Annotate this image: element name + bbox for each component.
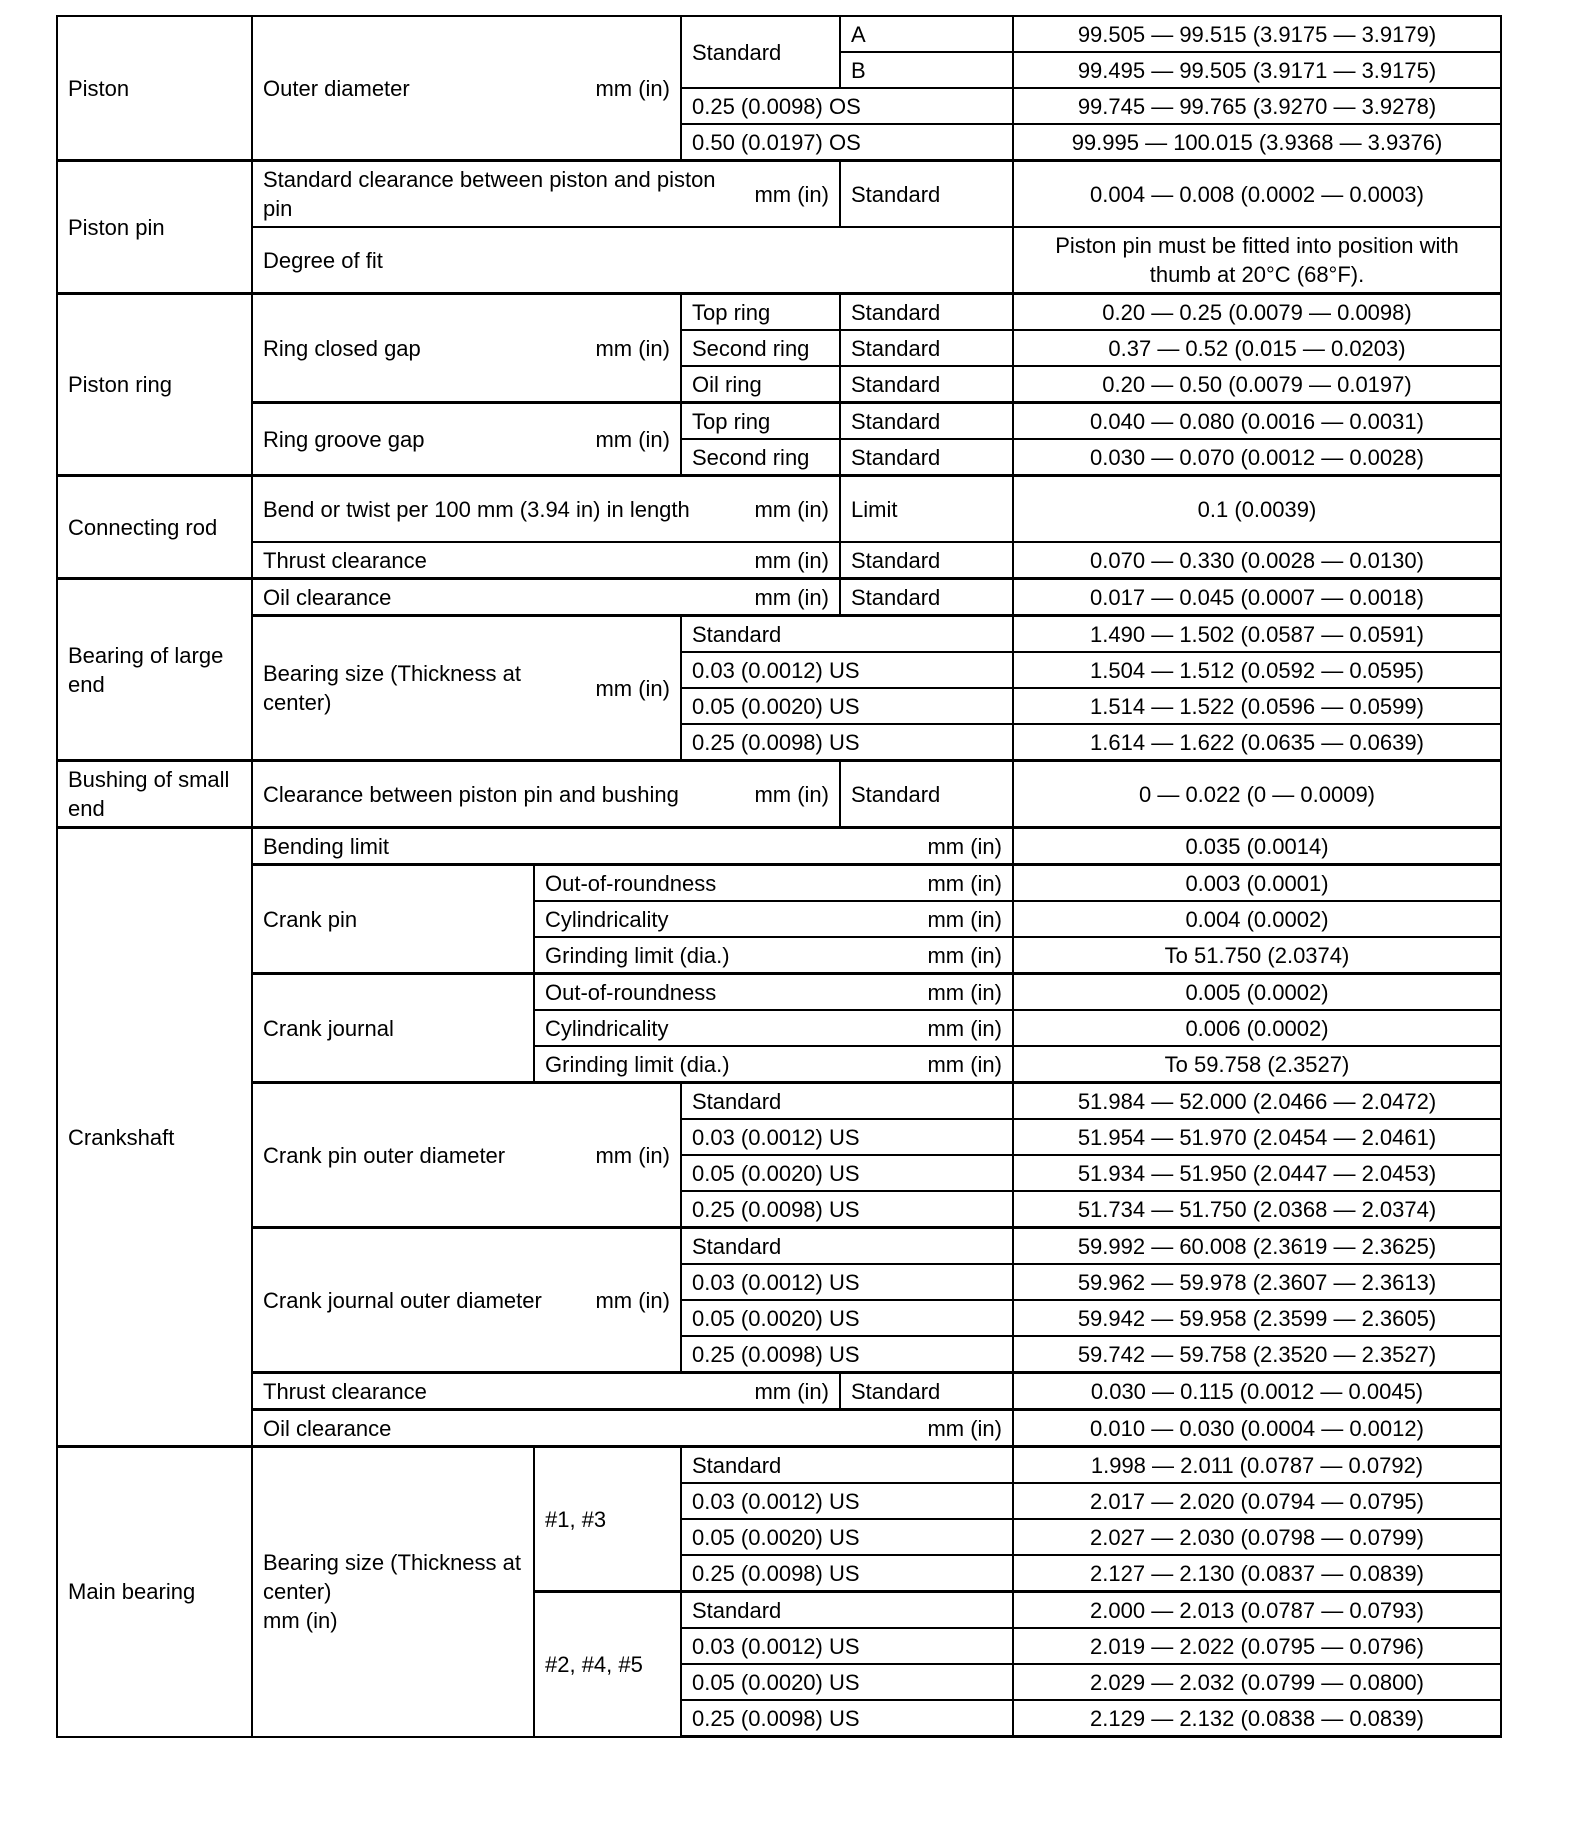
spec-value: 0.003 (0.0001)	[1013, 865, 1501, 902]
spec-value: 59.962 — 59.978 (2.3607 — 2.3613)	[1013, 1264, 1501, 1300]
cond-standard: Standard	[840, 761, 1013, 828]
sub-label: 0.03 (0.0012) US	[681, 1628, 1013, 1664]
sub-label: 0.25 (0.0098) US	[681, 1700, 1013, 1737]
spec-value: 1.504 — 1.512 (0.0592 — 0.0595)	[1013, 652, 1501, 688]
item-crank-pin: Crank pin	[252, 865, 534, 974]
spec-value: 0.017 — 0.045 (0.0007 — 0.0018)	[1013, 579, 1501, 616]
sub-label: 0.03 (0.0012) US	[681, 652, 1013, 688]
item-crank-journal-od: Crank journal outer diameter mm (in)	[252, 1228, 681, 1373]
cond-standard: Standard	[840, 542, 1013, 579]
sub-label: Standard	[681, 1592, 1013, 1629]
spec-value: 2.017 — 2.020 (0.0794 — 0.0795)	[1013, 1483, 1501, 1519]
item-crank-pin-od: Crank pin outer diameter mm (in)	[252, 1083, 681, 1228]
item-crank-journal: Crank journal	[252, 974, 534, 1083]
spec-value: 2.027 — 2.030 (0.0798 — 0.0799)	[1013, 1519, 1501, 1555]
cond-label: Standard	[840, 403, 1013, 440]
spec-value: 1.514 — 1.522 (0.0596 — 0.0599)	[1013, 688, 1501, 724]
sub-label: 0.25 (0.0098) OS	[681, 88, 1013, 124]
sub-label: Cylindricality mm (in)	[534, 901, 1013, 937]
sub-label: B	[840, 52, 1013, 88]
sub-label: 0.03 (0.0012) US	[681, 1264, 1013, 1300]
spec-value: 0.37 — 0.52 (0.015 — 0.0203)	[1013, 330, 1501, 366]
spec-value: To 51.750 (2.0374)	[1013, 937, 1501, 974]
sub-label: A	[840, 16, 1013, 52]
category-piston: Piston	[57, 16, 252, 161]
spec-value: 99.495 — 99.505 (3.9171 — 3.9175)	[1013, 52, 1501, 88]
cond-standard: Standard	[840, 161, 1013, 228]
spec-value: 0.030 — 0.115 (0.0012 — 0.0045)	[1013, 1373, 1501, 1410]
ring-label: Top ring	[681, 403, 840, 440]
table-row	[57, 227, 1501, 294]
table-row	[57, 161, 1501, 228]
spec-value: 51.954 — 51.970 (2.0454 — 2.0461)	[1013, 1119, 1501, 1155]
spec-value: To 59.758 (2.3527)	[1013, 1046, 1501, 1083]
sub-label: 0.25 (0.0098) US	[681, 1336, 1013, 1373]
sub-label: 0.25 (0.0098) US	[681, 1555, 1013, 1592]
spec-value: 0 — 0.022 (0 — 0.0009)	[1013, 761, 1501, 828]
sub-label: 0.03 (0.0012) US	[681, 1483, 1013, 1519]
spec-value: 2.029 — 2.032 (0.0799 — 0.0800)	[1013, 1664, 1501, 1700]
spec-value: 0.035 (0.0014)	[1013, 828, 1501, 865]
table-row	[57, 1410, 1501, 1447]
spec-value: 0.004 — 0.008 (0.0002 — 0.0003)	[1013, 161, 1501, 228]
item-bushing-clearance: Clearance between piston pin and bushing mm (in)	[252, 761, 840, 828]
cond-label: Standard	[840, 439, 1013, 476]
spec-value: 0.010 — 0.030 (0.0004 — 0.0012)	[1013, 1410, 1501, 1447]
table-row	[57, 1447, 1501, 1484]
item-thrust-clearance: Thrust clearance mm (in)	[252, 1373, 840, 1410]
cond-standard: Standard	[681, 16, 840, 88]
table-row	[57, 828, 1501, 865]
spec-value: 1.998 — 2.011 (0.0787 — 0.0792)	[1013, 1447, 1501, 1484]
spec-value: 0.006 (0.0002)	[1013, 1010, 1501, 1046]
category-small-end: Bushing of small end	[57, 761, 252, 828]
spec-value: 1.490 — 1.502 (0.0587 — 0.0591)	[1013, 616, 1501, 653]
table-row	[57, 616, 1501, 653]
table-row	[57, 16, 1501, 52]
sub-label: Standard	[681, 1447, 1013, 1484]
spec-value: Piston pin must be fitted into position with thumb at 20°C (68°F).	[1013, 227, 1501, 294]
spec-value: 1.614 — 1.622 (0.0635 — 0.0639)	[1013, 724, 1501, 761]
table-row	[57, 1373, 1501, 1410]
spec-value: 59.992 — 60.008 (2.3619 — 2.3625)	[1013, 1228, 1501, 1265]
spec-value: 2.019 — 2.022 (0.0795 — 0.0796)	[1013, 1628, 1501, 1664]
sub-label: 0.05 (0.0020) US	[681, 1519, 1013, 1555]
table-row	[57, 476, 1501, 543]
cond-label: Standard	[840, 330, 1013, 366]
spec-value: 0.005 (0.0002)	[1013, 974, 1501, 1011]
sub-label: Grinding limit (dia.) mm (in)	[534, 1046, 1013, 1083]
sub-label: Out-of-roundness mm (in)	[534, 865, 1013, 902]
spec-value: 2.127 — 2.130 (0.0837 — 0.0839)	[1013, 1555, 1501, 1592]
spec-value: 51.934 — 51.950 (2.0447 — 2.0453)	[1013, 1155, 1501, 1191]
ring-label: Second ring	[681, 439, 840, 476]
spec-value: 59.942 — 59.958 (2.3599 — 2.3605)	[1013, 1300, 1501, 1336]
table-row	[57, 542, 1501, 579]
table-row	[57, 974, 1501, 1011]
table-row	[57, 1083, 1501, 1120]
sub-label: Standard	[681, 1083, 1013, 1120]
item-thrust-clearance: Thrust clearance mm (in)	[252, 542, 840, 579]
item-pin-clearance: Standard clearance between piston and piston pin mm (in)	[252, 161, 840, 228]
sub-label: 0.25 (0.0098) US	[681, 724, 1013, 761]
table-row	[57, 761, 1501, 828]
sub-label: 0.25 (0.0098) US	[681, 1191, 1013, 1228]
sub-label: Grinding limit (dia.) mm (in)	[534, 937, 1013, 974]
item-bearing-size: Bearing size (Thickness at center) mm (in)	[252, 616, 681, 761]
category-piston-ring: Piston ring	[57, 294, 252, 476]
item-ring-closed-gap: Ring closed gap mm (in)	[252, 294, 681, 403]
group-label: #2, #4, #5	[534, 1592, 681, 1737]
spec-value: 51.734 — 51.750 (2.0368 — 2.0374)	[1013, 1191, 1501, 1228]
spec-value: 0.20 — 0.25 (0.0079 — 0.0098)	[1013, 294, 1501, 331]
sub-label: Cylindricality mm (in)	[534, 1010, 1013, 1046]
cond-standard: Standard	[840, 1373, 1013, 1410]
item-ring-groove-gap: Ring groove gap mm (in)	[252, 403, 681, 476]
ring-label: Oil ring	[681, 366, 840, 403]
item-degree-of-fit: Degree of fit	[252, 227, 1013, 294]
category-piston-pin: Piston pin	[57, 161, 252, 294]
spec-value: 99.505 — 99.515 (3.9175 — 3.9179)	[1013, 16, 1501, 52]
spec-value: 0.040 — 0.080 (0.0016 — 0.0031)	[1013, 403, 1501, 440]
spec-value: 0.004 (0.0002)	[1013, 901, 1501, 937]
spec-value: 2.000 — 2.013 (0.0787 — 0.0793)	[1013, 1592, 1501, 1629]
spec-table	[56, 15, 1502, 1738]
table-row	[57, 865, 1501, 902]
spec-value: 99.995 — 100.015 (3.9368 — 3.9376)	[1013, 124, 1501, 161]
sub-label: Standard	[681, 1228, 1013, 1265]
sub-label: 0.05 (0.0020) US	[681, 688, 1013, 724]
spec-value: 0.030 — 0.070 (0.0012 — 0.0028)	[1013, 439, 1501, 476]
table-row	[57, 1228, 1501, 1265]
category-crankshaft: Crankshaft	[57, 828, 252, 1447]
category-main-bearing: Main bearing	[57, 1447, 252, 1737]
sub-label: Out-of-roundness mm (in)	[534, 974, 1013, 1011]
spec-value: 0.20 — 0.50 (0.0079 — 0.0197)	[1013, 366, 1501, 403]
spec-value: 59.742 — 59.758 (2.3520 — 2.3527)	[1013, 1336, 1501, 1373]
spec-value: 99.745 — 99.765 (3.9270 — 3.9278)	[1013, 88, 1501, 124]
item-oil-clearance: Oil clearance mm (in)	[252, 1410, 1013, 1447]
spec-value: 51.984 — 52.000 (2.0466 — 2.0472)	[1013, 1083, 1501, 1120]
ring-label: Second ring	[681, 330, 840, 366]
item-outer-diameter: Outer diameter mm (in)	[252, 16, 681, 161]
item-bend-twist: Bend or twist per 100 mm (3.94 in) in length mm (in)	[252, 476, 840, 543]
spec-value: 2.129 — 2.132 (0.0838 — 0.0839)	[1013, 1700, 1501, 1737]
cond-label: Standard	[840, 366, 1013, 403]
item-bending-limit: Bending limit mm (in)	[252, 828, 1013, 865]
table-row	[57, 579, 1501, 616]
item-oil-clearance: Oil clearance mm (in)	[252, 579, 840, 616]
sub-label: Standard	[681, 616, 1013, 653]
sub-label: 0.50 (0.0197) OS	[681, 124, 1013, 161]
cond-standard: Standard	[840, 579, 1013, 616]
sub-label: 0.05 (0.0020) US	[681, 1155, 1013, 1191]
sub-label: 0.03 (0.0012) US	[681, 1119, 1013, 1155]
group-label: #1, #3	[534, 1447, 681, 1592]
table-row	[57, 294, 1501, 331]
cond-limit: Limit	[840, 476, 1013, 543]
table-row	[57, 403, 1501, 440]
cond-label: Standard	[840, 294, 1013, 331]
item-main-bearing-size: Bearing size (Thickness at center) mm (in)	[252, 1447, 534, 1737]
sub-label: 0.05 (0.0020) US	[681, 1664, 1013, 1700]
category-large-end: Bearing of large end	[57, 579, 252, 761]
category-connecting-rod: Connecting rod	[57, 476, 252, 579]
ring-label: Top ring	[681, 294, 840, 331]
sub-label: 0.05 (0.0020) US	[681, 1300, 1013, 1336]
spec-value: 0.070 — 0.330 (0.0028 — 0.0130)	[1013, 542, 1501, 579]
spec-value: 0.1 (0.0039)	[1013, 476, 1501, 543]
